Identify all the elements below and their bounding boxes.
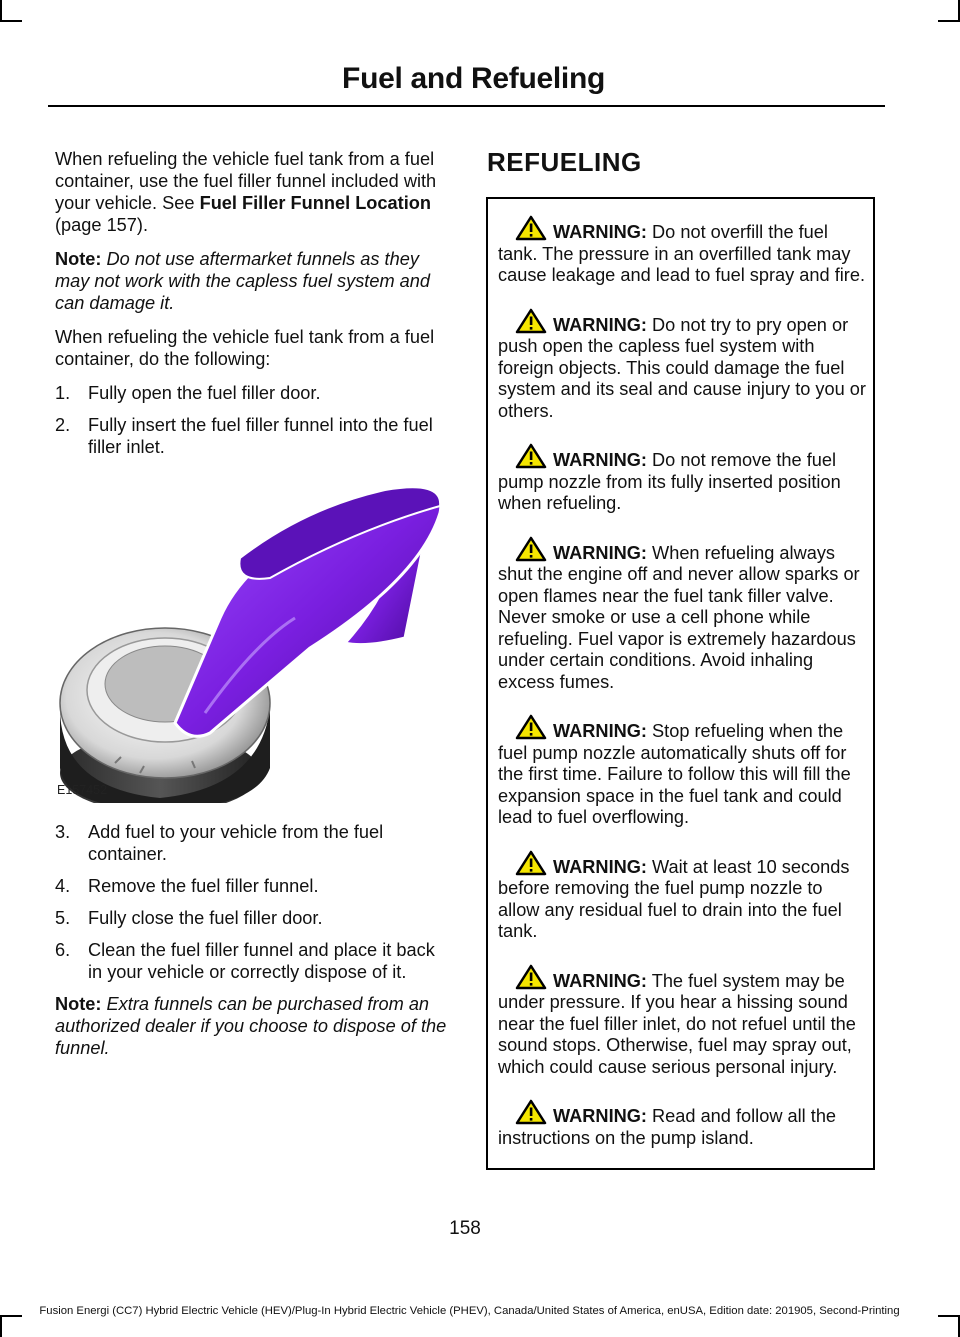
step-text: Fully insert the fuel filler funnel into the fuel filler inlet.	[88, 415, 433, 457]
intro-text: When refueling the vehicle fuel tank from a fuel container, use the fuel filler funnel included with your vehicle. See	[55, 149, 437, 213]
warning-text: When refueling always shut the engine off and never allow sparks or open flames near the fuel tank filler valve. Never smoke or use a cell phone while refueling. Fuel vapor is extremely hazardous under certain conditions. Avoid inhaling excess fumes.	[498, 542, 860, 692]
steps-list-b	[55, 821, 447, 983]
warning-triangle-icon	[515, 536, 547, 562]
warning-label: WARNING:	[553, 721, 647, 741]
step-number: 5.	[55, 908, 71, 928]
warning-label: WARNING:	[553, 1106, 647, 1126]
steps-intro: When refueling the vehicle fuel tank from a fuel container, do the following:	[55, 327, 435, 369]
warning-label: WARNING:	[553, 856, 647, 877]
warning-triangle-icon	[515, 1099, 547, 1125]
step-number: 4.	[55, 876, 71, 896]
warning-item	[498, 443, 866, 515]
warning-label: WARNING:	[553, 542, 647, 563]
list-item	[55, 939, 447, 983]
warning-item	[498, 964, 866, 1079]
warning-label: WARNING:	[553, 314, 647, 335]
note-text: Do not use aftermarket funnels as they may not work with the capless fuel system and can damage it.	[55, 249, 431, 313]
warning-text: Read and follow all the instructions on the pump island.	[498, 1106, 837, 1148]
crop-mark	[938, 1315, 960, 1317]
crop-mark	[938, 20, 960, 22]
note-text: Extra funnels can be purchased from an authorized dealer if you choose to dispose of the funnel.	[55, 994, 447, 1058]
page-number: 158	[449, 1218, 481, 1239]
warning-triangle-icon	[515, 443, 547, 469]
warning-text: The fuel system may be under pressure. If you hear a hissing sound near the fuel filler inlet, do not refuel until the sound stops. Otherwise, fuel may spray out, which could cause serious personal injury.	[498, 970, 856, 1077]
step-text: Fully close the fuel filler door.	[88, 908, 323, 928]
cross-reference-link[interactable]: Fuel Filler Funnel Location	[199, 193, 431, 213]
list-item	[55, 875, 447, 897]
left-column	[55, 148, 447, 1071]
note-label: Note:	[55, 249, 102, 269]
crop-mark	[0, 1315, 22, 1317]
intro-page-ref: (page 157).	[55, 215, 149, 235]
warning-item	[498, 1099, 866, 1149]
warning-text: Do not remove the fuel pump nozzle from its fully inserted position when refueling.	[498, 450, 841, 513]
warning-text: Do not overfill the fuel tank. The pressure in an overfilled tank may cause leakage and lead to fuel spray and fire.	[498, 222, 866, 285]
step-number: 1.	[55, 383, 71, 403]
warning-item	[498, 215, 866, 287]
step-number: 3.	[55, 822, 71, 842]
warning-item	[498, 714, 866, 829]
warning-item	[498, 536, 866, 694]
step-text: Clean the fuel filler funnel and place it back in your vehicle or correctly dispose of it.	[88, 940, 435, 982]
warning-label: WARNING:	[553, 222, 647, 242]
step-text: Fully open the fuel filler door.	[88, 383, 321, 403]
step-number: 6.	[55, 940, 71, 960]
warning-triangle-icon	[515, 964, 547, 990]
warning-label: WARNING:	[553, 450, 647, 470]
list-item	[55, 382, 447, 404]
crop-mark	[0, 1315, 2, 1337]
warning-text: Wait at least 10 seconds before removing the fuel pump nozzle to allow any residual fuel to drain into the fuel tank.	[498, 856, 850, 941]
figure-id-label: E157452	[57, 783, 108, 797]
warning-triangle-icon	[515, 714, 547, 740]
warning-triangle-icon	[515, 215, 547, 241]
warning-label: WARNING:	[553, 970, 647, 991]
crop-mark	[0, 0, 2, 22]
warning-text: Do not try to pry open or push open the capless fuel system with foreign objects. This could damage the fuel system and its seal and cause injury to you or others.	[498, 314, 866, 421]
note-aftermarket-funnels	[55, 248, 447, 314]
steps-list-a	[55, 382, 447, 458]
header-rule	[48, 105, 885, 107]
page-header-title: Fuel and Refueling	[342, 62, 605, 95]
warning-triangle-icon	[515, 850, 547, 876]
warning-text: Stop refueling when the fuel pump nozzle automatically shuts off for the first time. Failure to follow this will fill the expansion space in the fuel tank and could lead to fuel overflowing.	[498, 721, 851, 827]
warning-item	[498, 308, 866, 423]
note-extra-funnels	[55, 993, 447, 1059]
warning-item	[498, 850, 866, 943]
note-label: Note:	[55, 994, 102, 1014]
list-item	[55, 414, 447, 458]
crop-mark	[0, 20, 22, 22]
list-item	[55, 821, 447, 865]
step-number: 2.	[55, 415, 71, 435]
funnel-illustration	[55, 468, 447, 803]
warnings-box	[486, 197, 875, 1170]
step-text: Remove the fuel filler funnel.	[88, 876, 319, 896]
intro-paragraph	[55, 148, 447, 236]
list-item	[55, 907, 447, 929]
warning-triangle-icon	[515, 308, 547, 334]
section-title: REFUELING	[487, 147, 642, 177]
step-text: Add fuel to your vehicle from the fuel container.	[88, 822, 384, 864]
funnel-inlet-drawing	[55, 468, 447, 803]
footer-edition-note: Fusion Energi (CC7) Hybrid Electric Vehicle (HEV)/Plug-In Hybrid Electric Vehicle (PHEV), Canada/United States of America, enUSA, Edition date: 201905, Second-Printing	[39, 1305, 900, 1317]
